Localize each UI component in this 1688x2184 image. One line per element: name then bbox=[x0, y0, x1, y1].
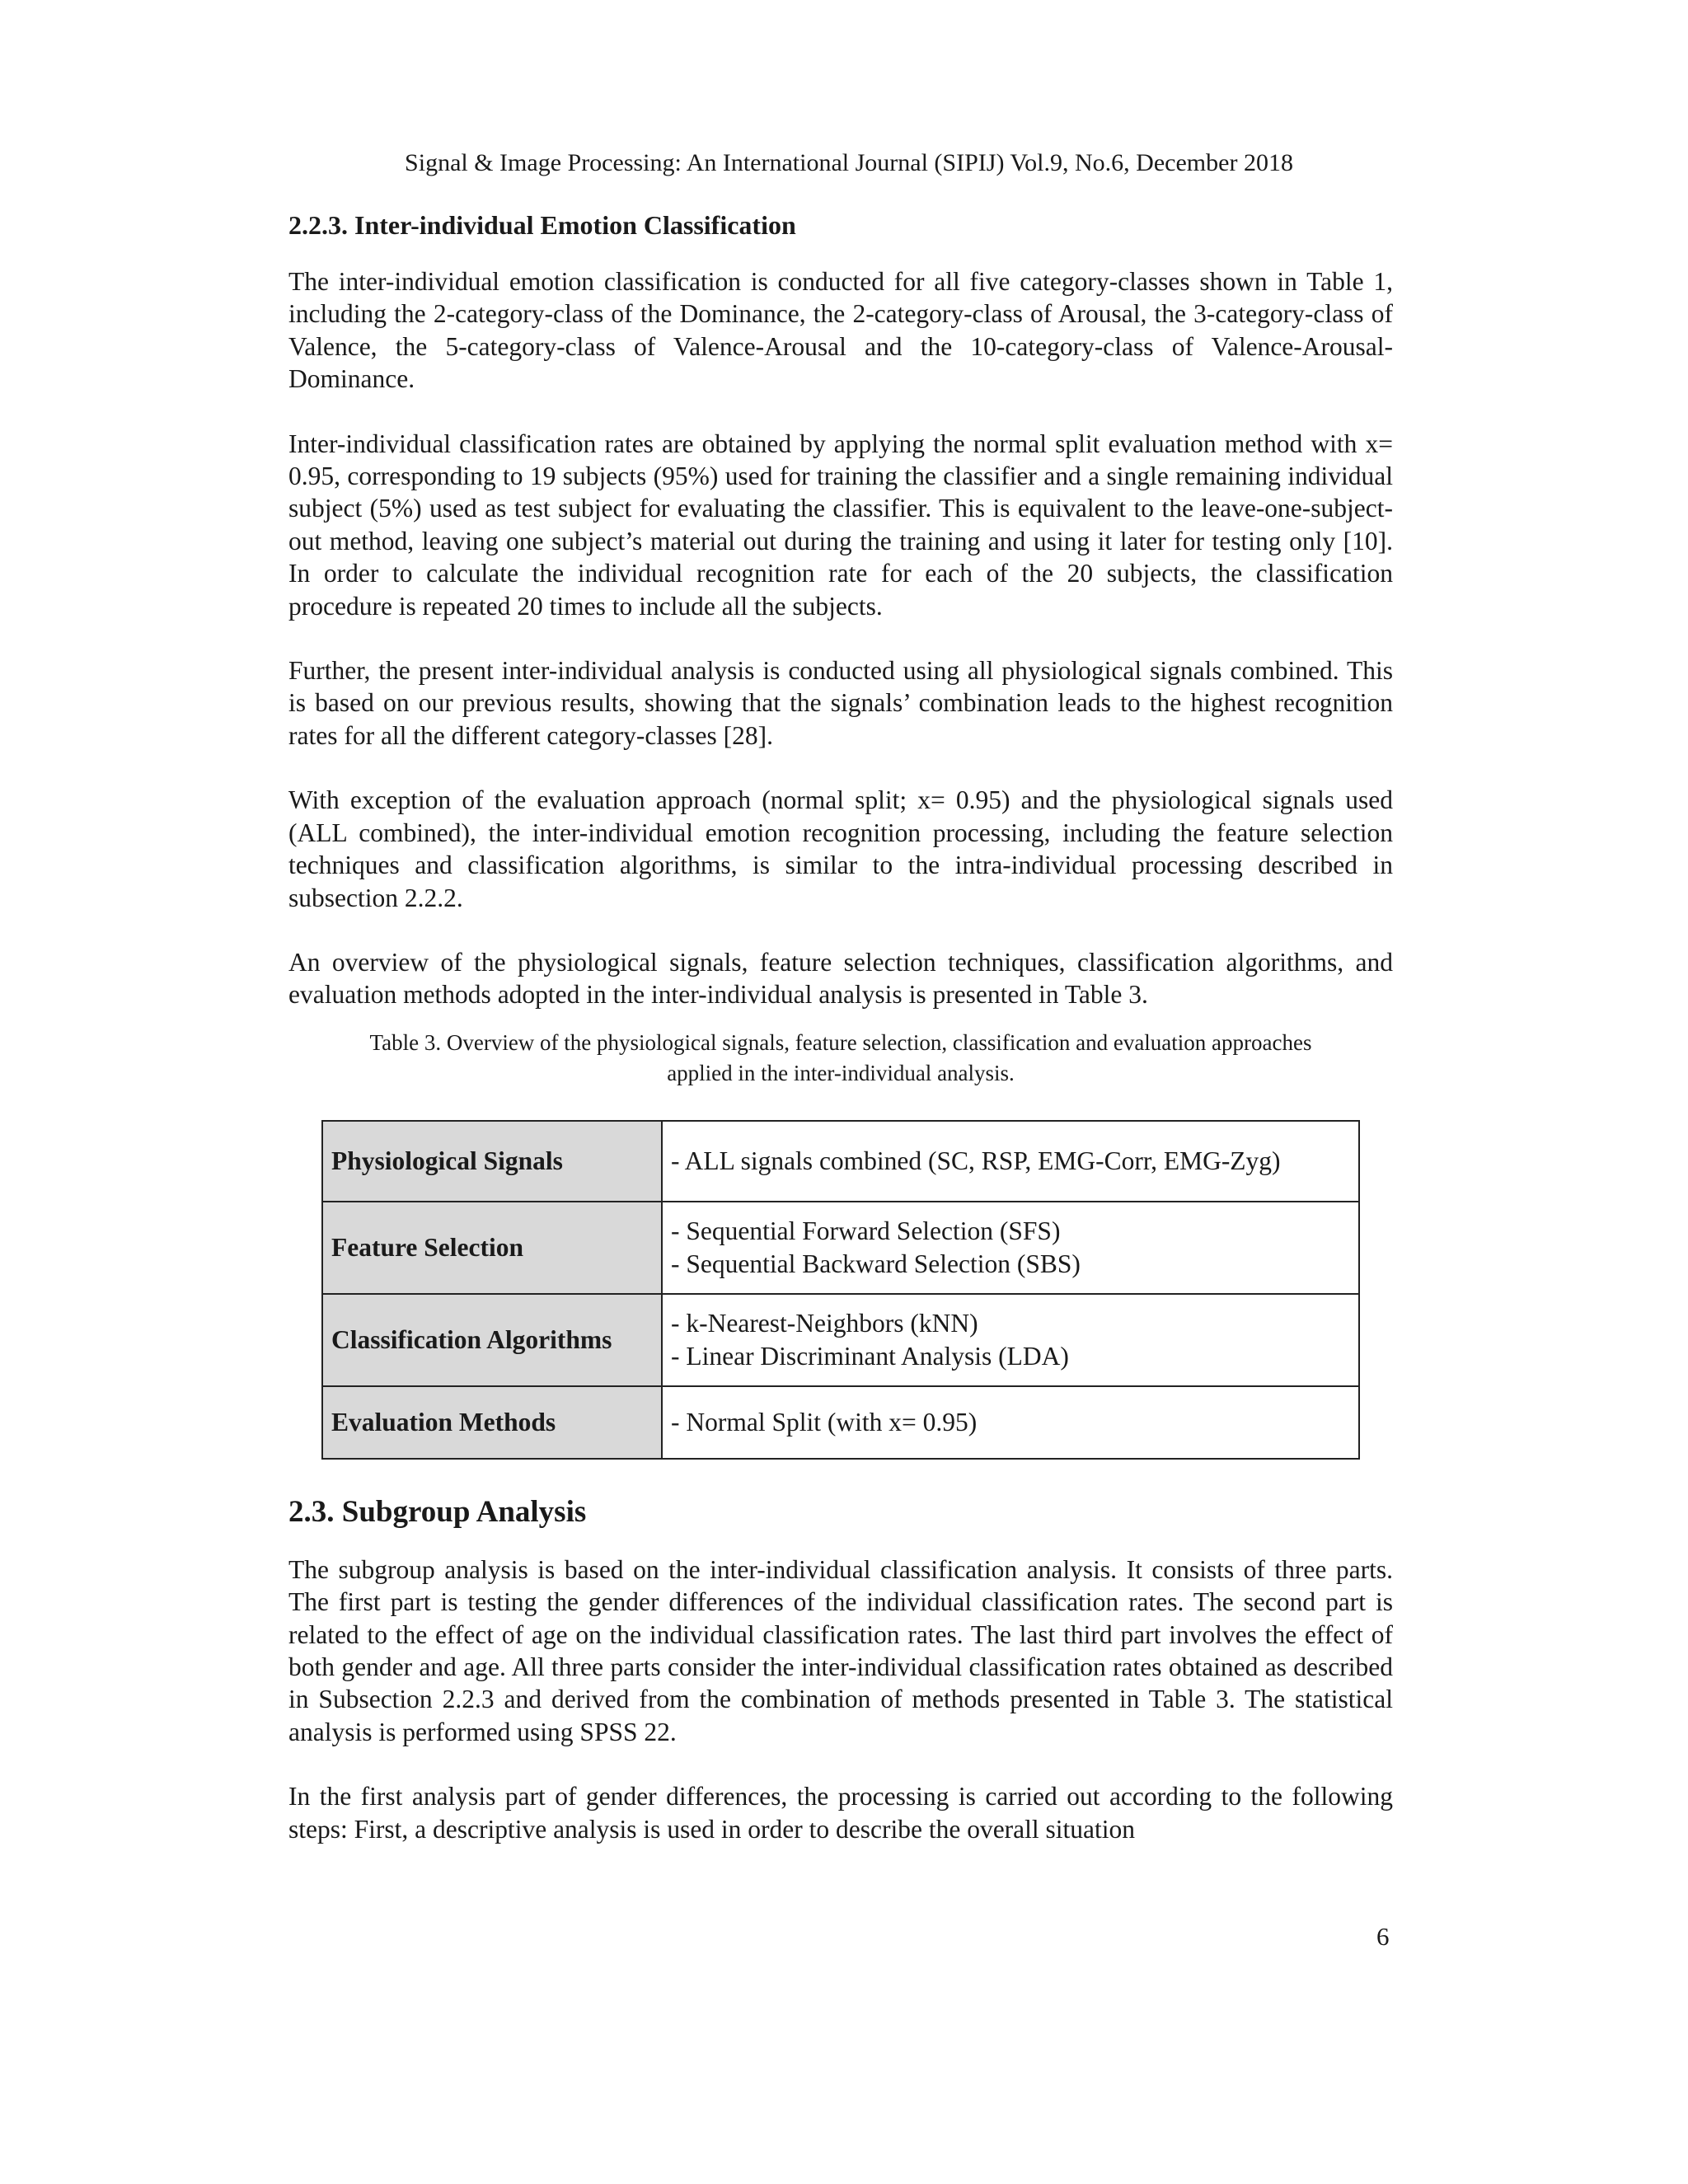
value-line: - Sequential Forward Selection (SFS) bbox=[671, 1216, 1061, 1245]
paragraph: Further, the present inter-individual analysis is conducted using all physiological signals combined. This is based on our previous results, showing that the signals’ combination leads to the highest recognition rates for all the different category-classes [28]. bbox=[288, 656, 1393, 750]
row-value bbox=[662, 1202, 1359, 1294]
table-row bbox=[322, 1121, 1359, 1202]
section-heading-2-2-3: 2.2.3. Inter-individual Emotion Classification bbox=[288, 210, 796, 240]
value-line: - ALL signals combined (SC, RSP, EMG-Corr, EMG-Zyg) bbox=[671, 1146, 1281, 1175]
table-caption-line: Table 3. Overview of the physiological signals, feature selection, classification and evaluation approaches bbox=[369, 1029, 1312, 1055]
running-header: Signal & Image Processing: An International Journal (SIPIJ) Vol.9, No.6, December 2018 bbox=[405, 149, 1293, 176]
table-row bbox=[322, 1386, 1359, 1459]
row-value bbox=[662, 1294, 1359, 1386]
row-label: Feature Selection bbox=[322, 1202, 662, 1294]
paragraph: With exception of the evaluation approach (normal split; x= 0.95) and the physiological signals used (ALL combined), the inter-individual emotion recognition processing, including the feature selection techniques and classification algorithms, is similar to the intra-individual processing described in subsection 2.2.2. bbox=[288, 785, 1393, 912]
row-label: Evaluation Methods bbox=[322, 1386, 662, 1459]
paragraph: Inter-individual classification rates are obtained by applying the normal split evaluation method with x= 0.95, corresponding to 19 subjects (95%) used for training the classifier and a single remaining individual subject (5%) used as test subject for evaluating the classifier. This is equivalent to the leave-one-subject-out method, leaving one subject’s material out during the training and using it later for testing only [10]. In order to calculate the individual recognition rate for each of the 20 subjects, the classification procedure is repeated 20 times to include all the subjects. bbox=[288, 429, 1393, 621]
table-caption-line: applied in the inter-individual analysis. bbox=[667, 1060, 1015, 1085]
paragraph: The subgroup analysis is based on the inter-individual classification analysis. It consists of three parts. The first part is testing the gender differences of the individual classification rates. The second part is related to the effect of age on the individual classification rates. The last third part involves the effect of both gender and age. All three parts consider the inter-individual classification rates obtained as described in Subsection 2.2.3 and derived from the combination of methods presented in Table 3. The statistical analysis is performed using SPSS 22. bbox=[288, 1554, 1393, 1746]
row-value bbox=[662, 1386, 1359, 1459]
value-line: - Linear Discriminant Analysis (LDA) bbox=[671, 1341, 1069, 1371]
value-line: - Sequential Backward Selection (SBS) bbox=[671, 1249, 1081, 1278]
row-label: Classification Algorithms bbox=[322, 1294, 662, 1386]
table-row bbox=[322, 1202, 1359, 1294]
row-label: Physiological Signals bbox=[322, 1121, 662, 1202]
overview-table bbox=[321, 1120, 1360, 1460]
section-heading-2-3: 2.3. Subgroup Analysis bbox=[288, 1494, 587, 1529]
paragraph: In the first analysis part of gender differences, the processing is carried out according to the following steps: First, a descriptive analysis is used in order to describe the overall situation bbox=[288, 1782, 1393, 1844]
page-body bbox=[288, 147, 1393, 1877]
value-line: - k-Nearest-Neighbors (kNN) bbox=[671, 1308, 978, 1338]
table-row bbox=[322, 1294, 1359, 1386]
row-value bbox=[662, 1121, 1359, 1202]
value-line: - Normal Split (with x= 0.95) bbox=[671, 1407, 978, 1436]
paragraph: An overview of the physiological signals, feature selection techniques, classification algorithms, and evaluation methods adopted in the inter-individual analysis is presented in Table 3. bbox=[288, 947, 1393, 1010]
table-caption bbox=[288, 1028, 1393, 1089]
paragraph: The inter-individual emotion classification is conducted for all five category-classes shown in Table 1, including the 2-category-class of the Dominance, the 2-category-class of Arousal, the 3-category-class of Valence, the 5-category-class of Valence-Arousal and the 10-category-class of Valence-Arousal-Dominance. bbox=[288, 267, 1393, 394]
page-number: 6 bbox=[1376, 1922, 1390, 1951]
